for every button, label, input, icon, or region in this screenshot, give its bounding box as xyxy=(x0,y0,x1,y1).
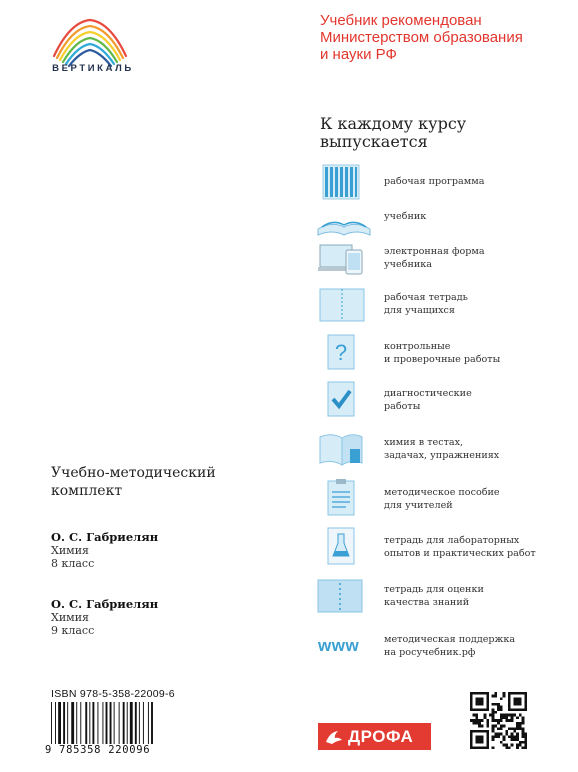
clipboard-icon xyxy=(314,478,374,518)
kit-title: Учебно-методический комплект xyxy=(51,465,216,499)
question-icon xyxy=(314,333,374,373)
flask-icon xyxy=(314,526,374,566)
publisher-emblem-icon xyxy=(324,728,344,745)
recommendation-note xyxy=(320,12,570,63)
publisher-name: ДРОФА xyxy=(348,727,414,746)
item-label: химия в тестах, задачах, упражнениях xyxy=(384,437,500,461)
list-item xyxy=(314,286,574,326)
book-grade: 9 класс xyxy=(51,624,95,637)
item-label: методическое пособие для учителей xyxy=(384,487,500,511)
list-item xyxy=(314,333,574,373)
book-author: О. С. Габриелян xyxy=(51,530,159,544)
publisher-logo xyxy=(318,723,431,750)
item-label: контрольные и проверочные работы xyxy=(384,341,501,365)
list-item xyxy=(314,240,574,280)
book-subject: Химия xyxy=(51,544,89,557)
recommendation-line: Министерством образования xyxy=(320,29,523,46)
recommendation-line: и науки РФ xyxy=(320,46,397,63)
book-author: О. С. Габриелян xyxy=(51,597,159,611)
list-item xyxy=(314,203,574,243)
item-label: тетрадь для лабораторных опытов и практических работ xyxy=(384,535,536,559)
list-item xyxy=(314,163,574,203)
workbook-icon xyxy=(314,286,374,326)
recommendation-line: Учебник рекомендован xyxy=(320,12,482,29)
list-item xyxy=(314,578,574,618)
course-heading xyxy=(320,115,560,151)
item-label: рабочая программа xyxy=(384,176,485,187)
course-heading-line: К каждому курсу xyxy=(320,114,467,133)
item-label: диагностические работы xyxy=(384,388,472,412)
list-item xyxy=(314,630,574,670)
book-grade: 8 класс xyxy=(51,557,95,570)
list-item xyxy=(314,380,574,420)
item-label: учебник xyxy=(384,211,427,222)
book-entry xyxy=(51,597,251,637)
www-icon: www xyxy=(318,636,360,655)
logo-text: ВЕРТИКАЛЬ xyxy=(52,63,134,74)
electronic-form-icon xyxy=(314,240,374,280)
item-label: рабочая тетрадь для учащихся xyxy=(384,292,468,316)
open-book-icon xyxy=(314,429,374,469)
barcode-digits: 9 785358 220096 xyxy=(45,744,151,756)
checkmark-icon xyxy=(314,380,374,420)
barcode-icon xyxy=(51,702,171,748)
item-label: методическая поддержка на росучебник.рф xyxy=(384,634,516,658)
svg-text:?: ? xyxy=(334,340,348,365)
item-label: электронная форма учебника xyxy=(384,246,485,270)
qr-code-icon xyxy=(470,692,527,749)
list-item xyxy=(314,526,574,566)
item-label: тетрадь для оценки качества знаний xyxy=(384,584,484,608)
assessment-notebook-icon xyxy=(314,578,374,618)
book-entry xyxy=(51,530,251,570)
list-item xyxy=(314,478,574,518)
textbook-icon xyxy=(314,203,374,243)
program-icon xyxy=(314,163,374,203)
book-subject: Химия xyxy=(51,611,89,624)
isbn-number: ISBN 978-5-358-22009-6 xyxy=(51,688,175,700)
course-heading-line: выпускается xyxy=(320,132,428,151)
list-item xyxy=(314,429,574,469)
